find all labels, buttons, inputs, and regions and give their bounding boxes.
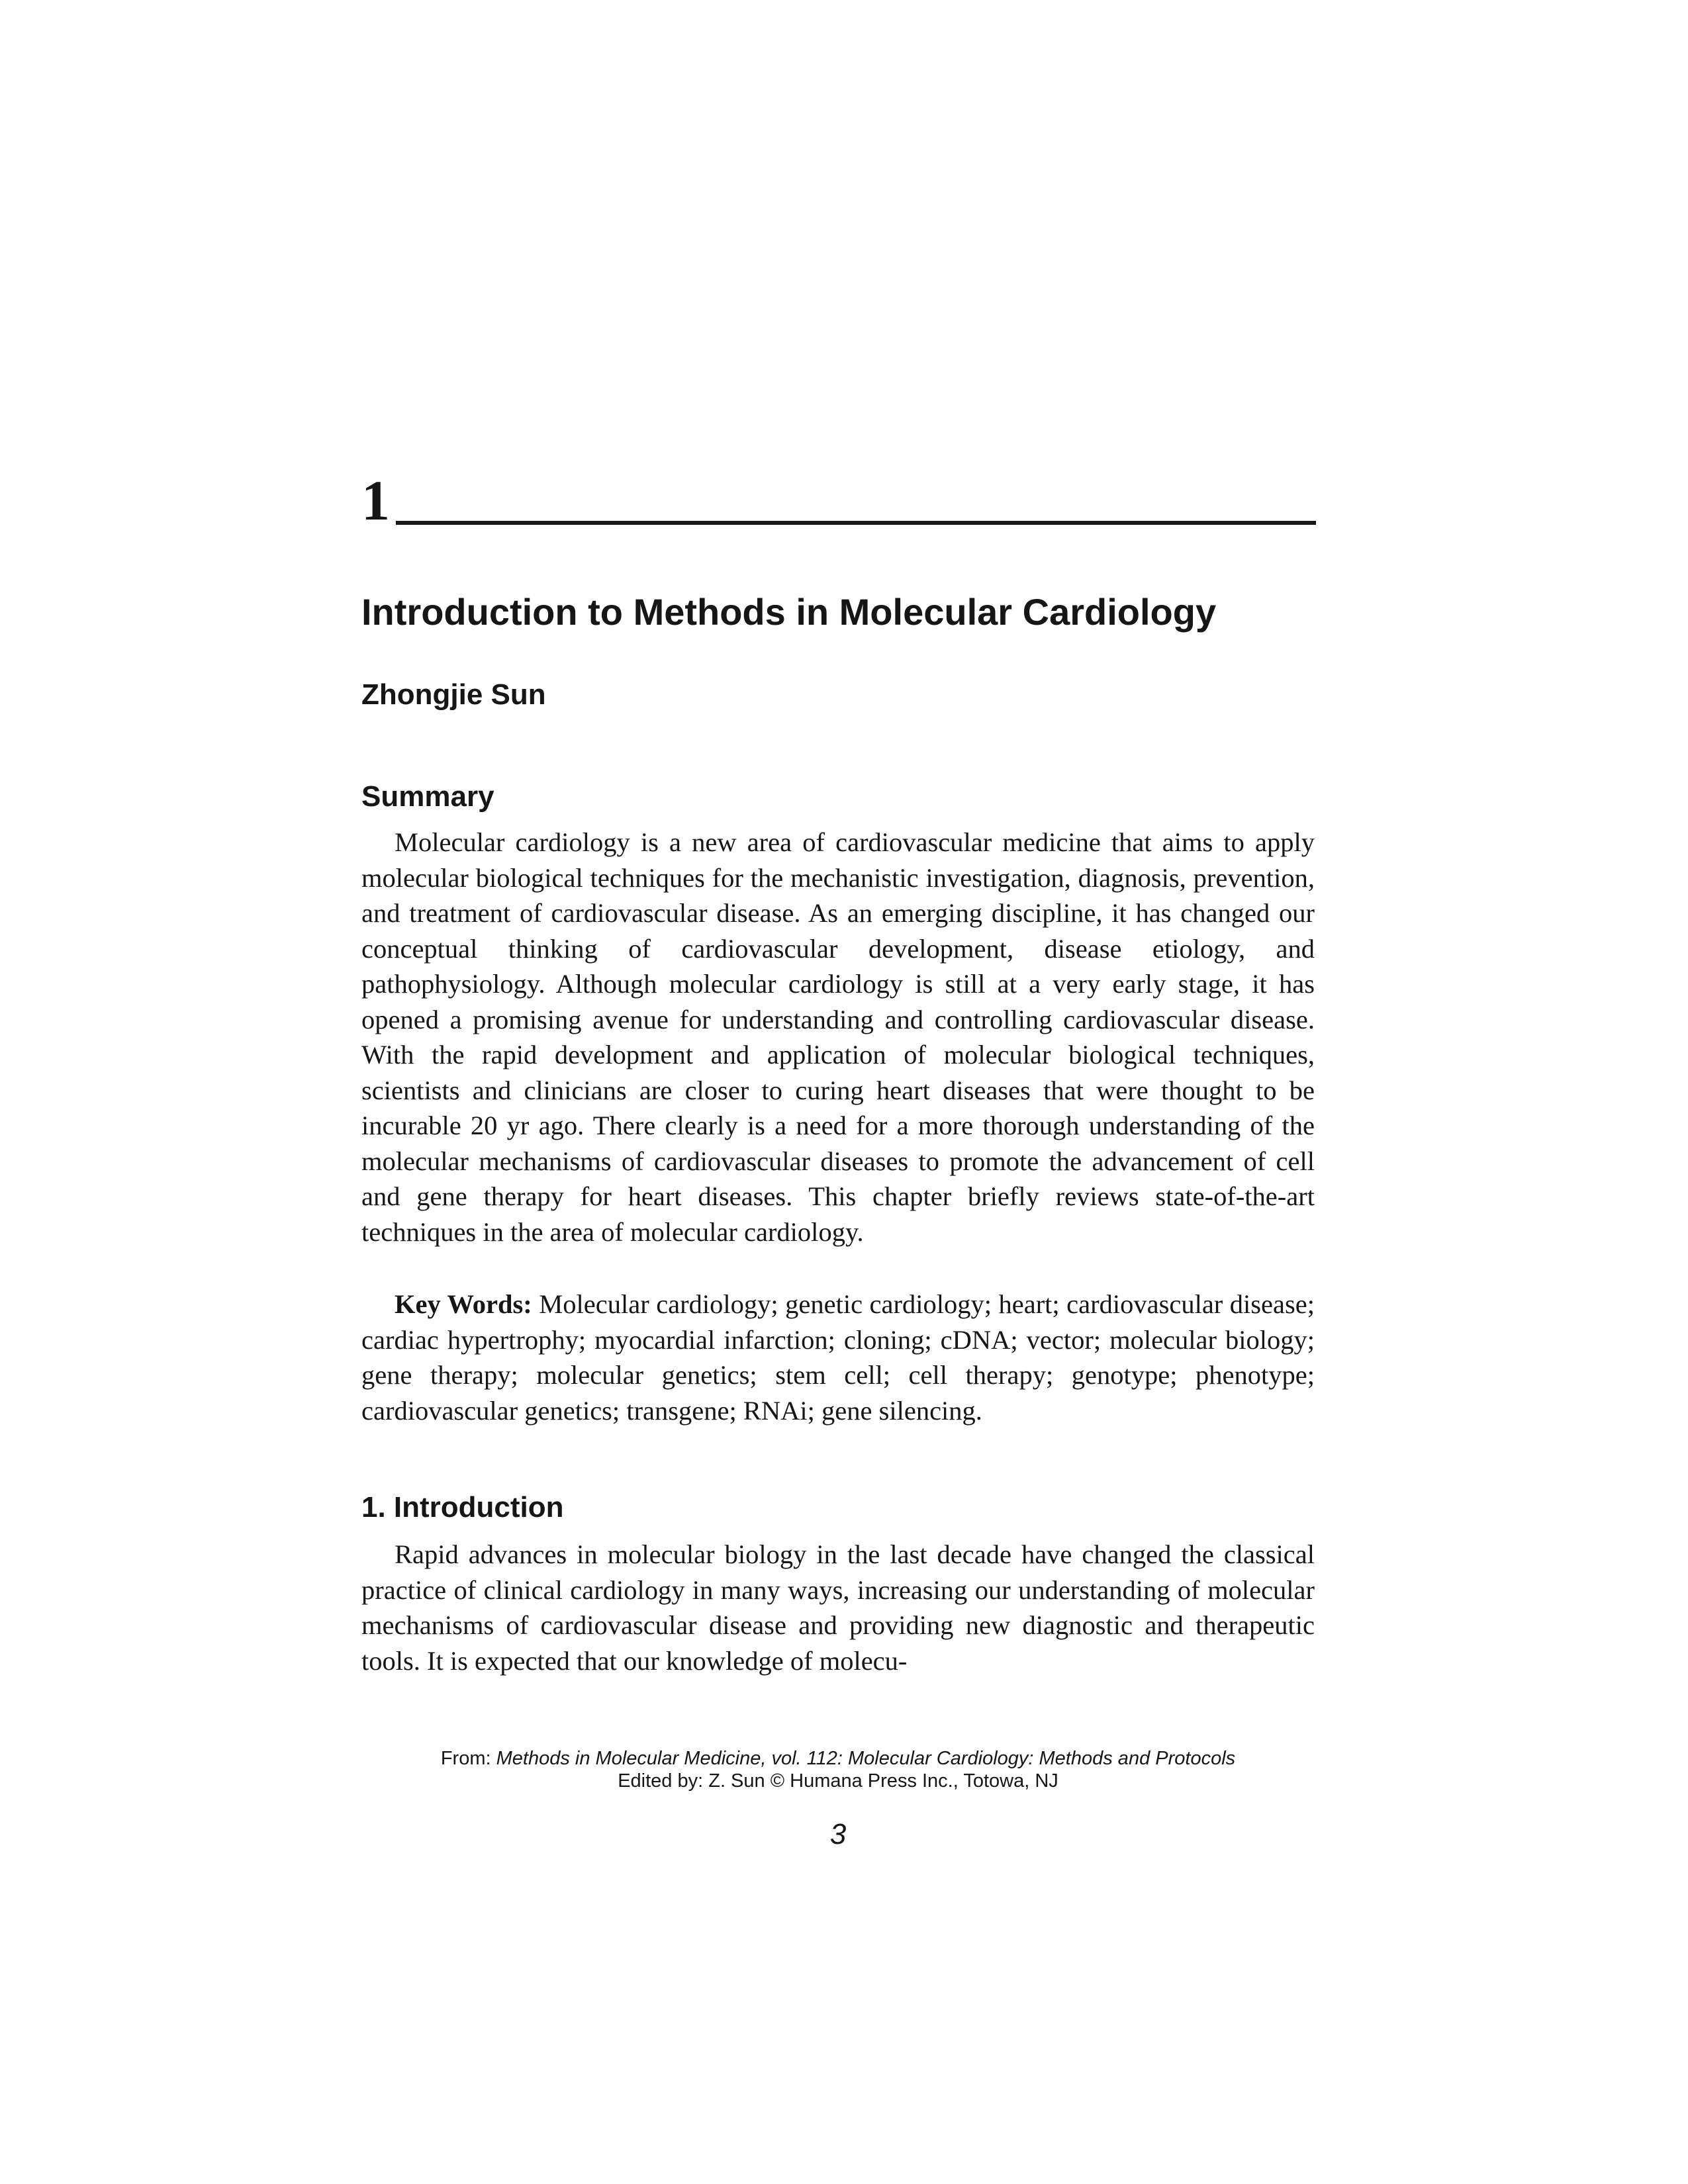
keywords-list: Molecular cardiology; genetic cardiology; heart; cardiovascular disease; cardiac hypertrophy; myocardial infarction; cloning; cDNA; vector; molecular biology; gene therapy; molecular genetics; stem cell; cell therapy; genotype; phenotype; cardiovascular genetics; transgene; RNAi; gene silencing. — [361, 1289, 1315, 1426]
keywords-paragraph — [361, 1287, 1315, 1428]
introduction-heading: 1. Introduction — [361, 1491, 564, 1524]
source-footer — [361, 1747, 1315, 1792]
source-title: Methods in Molecular Medicine, vol. 112: Molecular Cardiology: Methods and Protocols — [496, 1748, 1236, 1769]
chapter-rule — [396, 521, 1316, 525]
author-name: Zhongjie Sun — [361, 678, 546, 711]
page-number: 3 — [829, 1818, 847, 1850]
summary-paragraph: Molecular cardiology is a new area of cardiovascular medicine that aims to apply molecular biological techniques for the mechanistic investigation, diagnosis, prevention, and treatment of cardiovascular disease. As an emerging discipline, it has changed our conceptual thinking of cardiovascular development, disease etiology, and pathophysiology. Although molecular cardiology is still at a very early stage, it has opened a promising avenue for understanding and controlling cardiovascular disease. With the rapid development and application of molecular biological techniques, scientists and clinicians are closer to curing heart diseases that were thought to be incurable 20 yr ago. There clearly is a need for a more thorough understanding of the molecular mechanisms of cardiovascular diseases to promote the advancement of cell and gene therapy for heart diseases. This chapter briefly reviews state-of-the-art techniques in the area of molecular cardiology. — [361, 827, 1315, 1247]
edited-line: Edited by: Z. Sun © Humana Press Inc., Totowa, NJ — [618, 1770, 1058, 1792]
chapter-title: Introduction to Methods in Molecular Cardiology — [361, 591, 1217, 633]
from-label: From: — [440, 1748, 491, 1769]
introduction-paragraph: Rapid advances in molecular biology in the last decade have changed the classical practice of clinical cardiology in many ways, increasing our understanding of molecular mechanisms of cardiovascular disease and providing new diagnostic and therapeutic tools. It is expected that our knowledge of molecu- — [361, 1539, 1315, 1676]
chapter-number: 1 — [361, 469, 390, 532]
keywords-label: Key Words: — [395, 1289, 532, 1319]
summary-heading: Summary — [361, 780, 494, 813]
source-line — [361, 1747, 1315, 1770]
